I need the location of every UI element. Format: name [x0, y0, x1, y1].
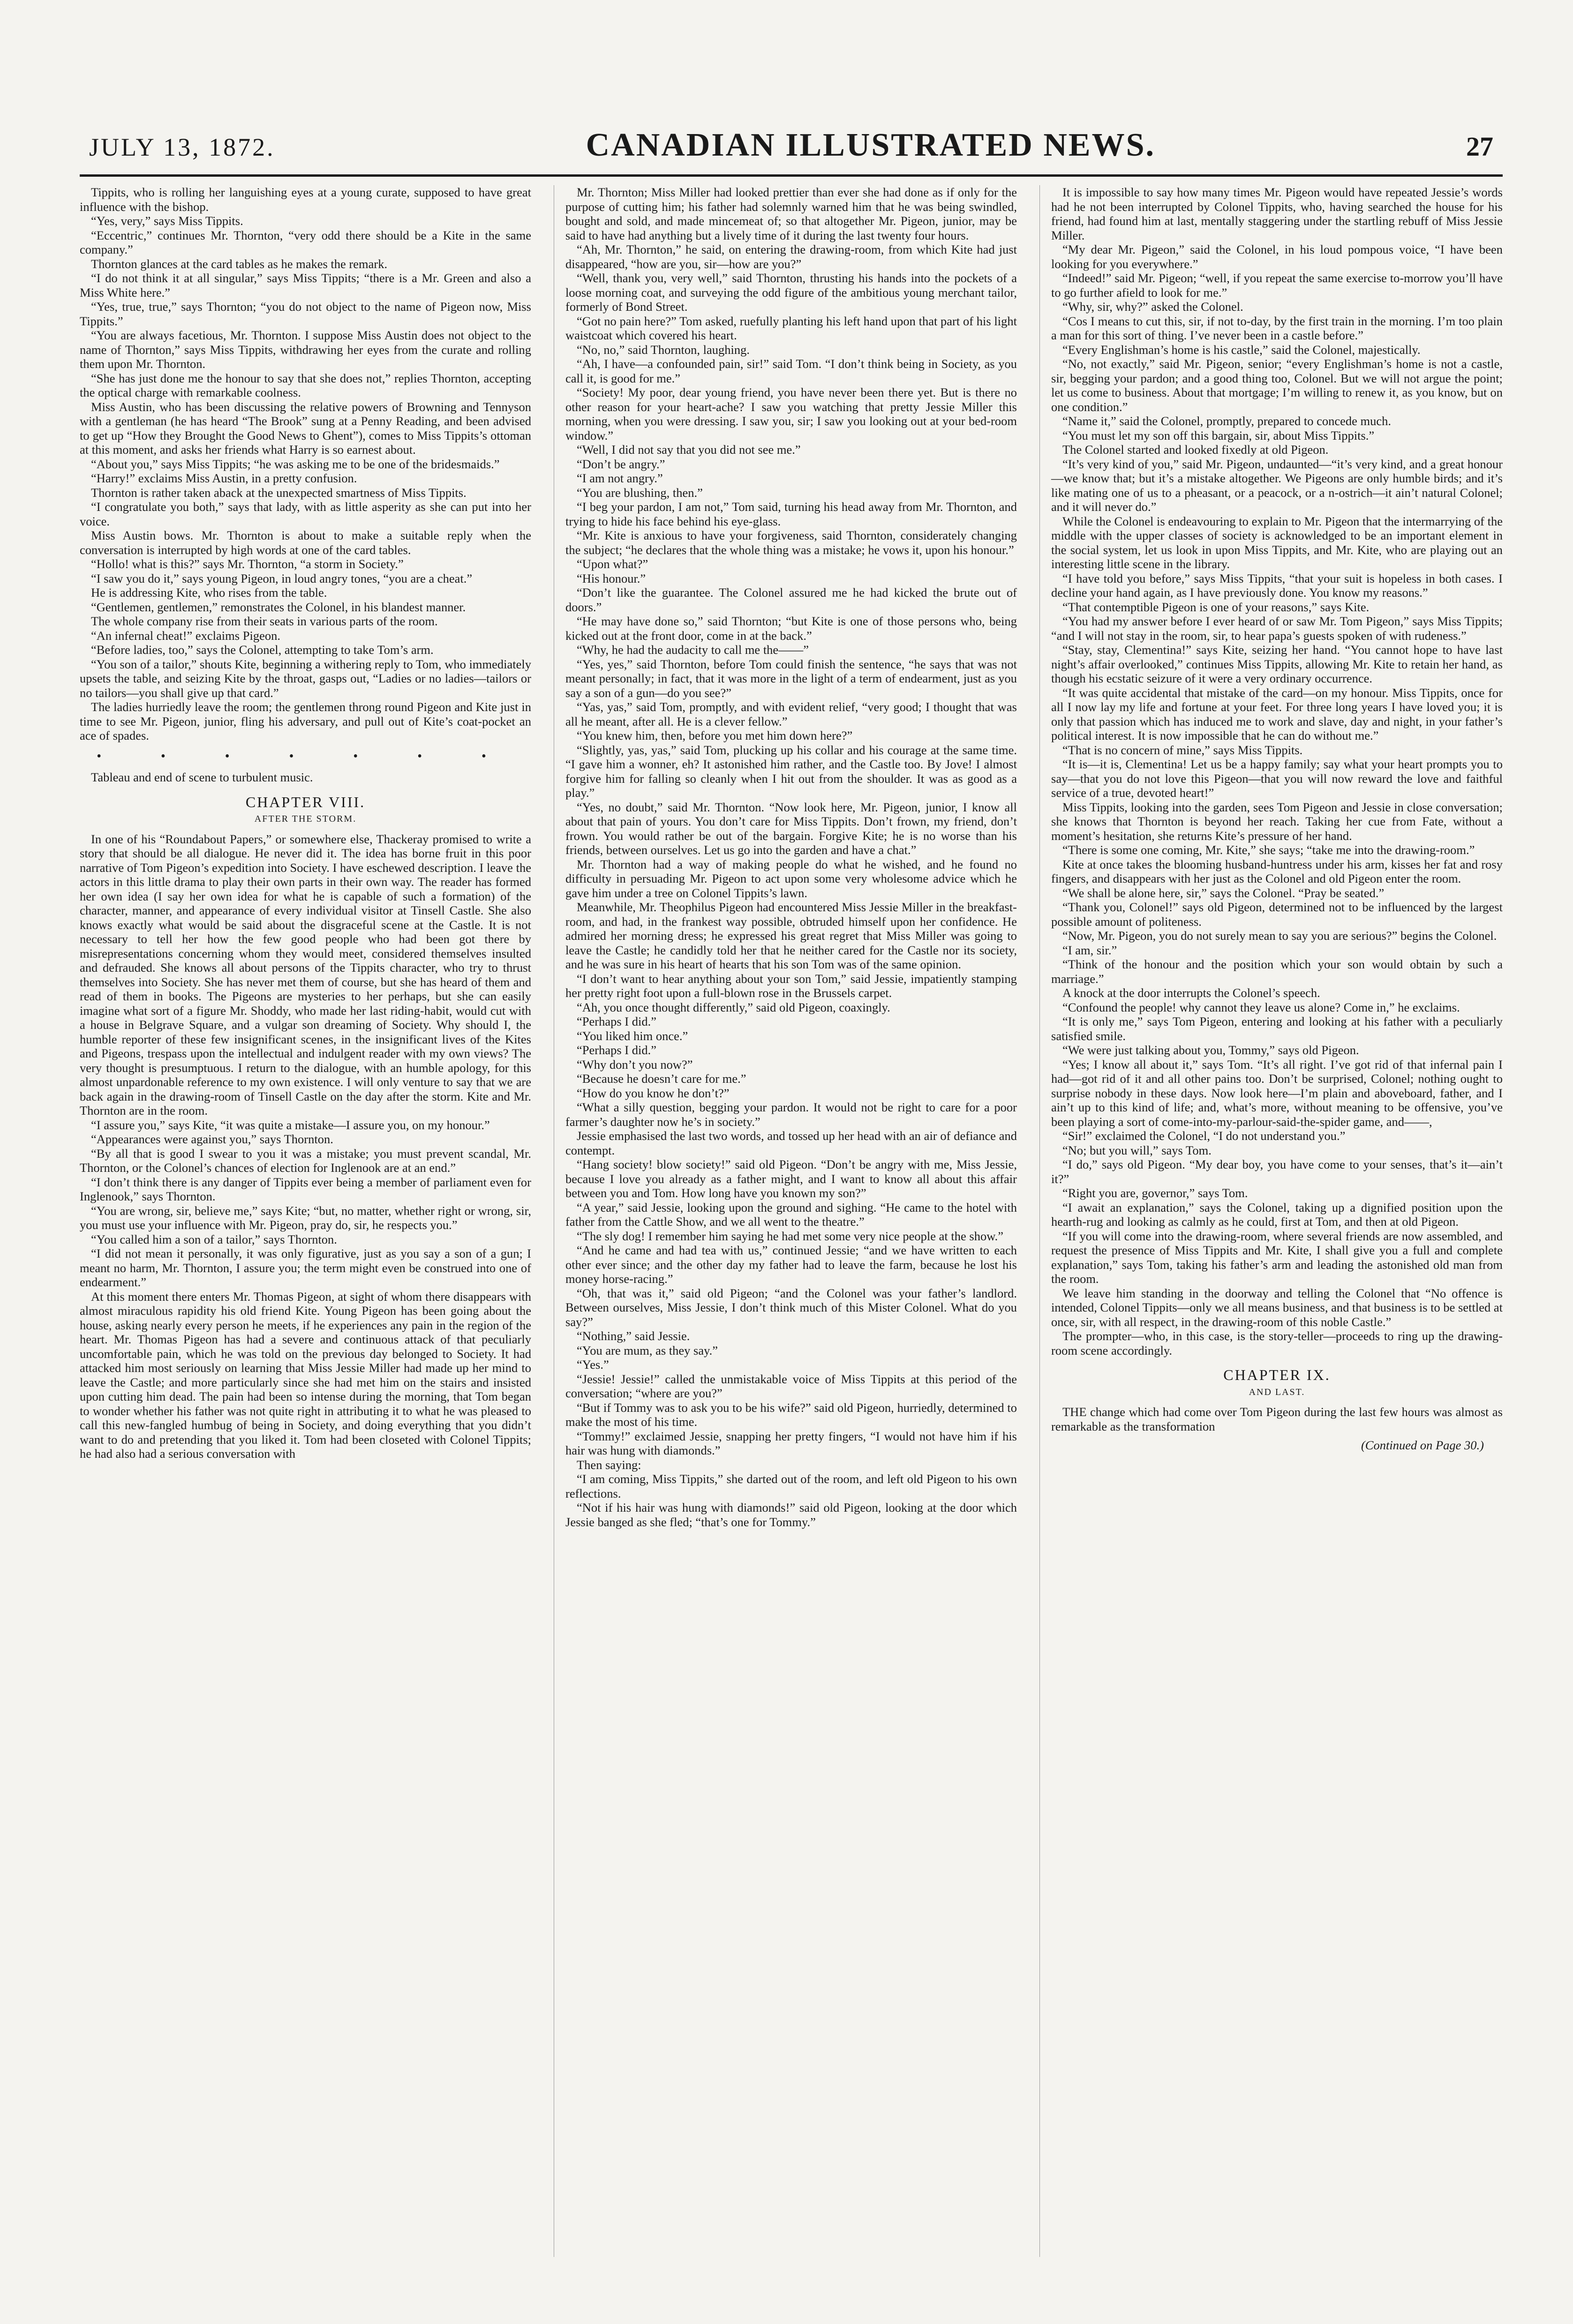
paragraph: “Gentlemen, gentlemen,” remonstrates the Colonel, in his blandest manner. [91, 600, 466, 614]
paragraph: “I do not think it at all singular,” says Miss Tippits; “there is a Mr. Green and also a Miss White here.” [80, 271, 531, 300]
paragraph: “Mr. Kite is anxious to have your forgiveness, said Thornton, considerately changing the subject; “he declares that the whole thing was a mistake; he vows it, upon his honour.” [565, 528, 1017, 557]
paragraph: “Tommy!” exclaimed Jessie, snapping her pretty fingers, “I would not have him if his hair was hung with diamonds.” [565, 1429, 1017, 1457]
paragraph: “It is only me,” says Tom Pigeon, entering and looking at his father with a peculiarly satisfied smile. [1051, 1014, 1503, 1043]
paragraph: Tableau and end of scene to turbulent music. [91, 770, 313, 784]
paragraph: Jessie emphasised the last two words, and tossed up her head with an air of defiance and contempt. [565, 1129, 1017, 1157]
paragraph: “Sir!” exclaimed the Colonel, “I do not understand you.” [1062, 1129, 1346, 1143]
paragraph: “Perhaps I did.” [577, 1043, 656, 1057]
paragraph: “Because he doesn’t care for me.” [577, 1072, 746, 1086]
paragraph: “Confound the people! why cannot they leave us alone? Come in,” he exclaims. [1062, 1000, 1460, 1014]
paragraph: “Yes, very,” says Miss Tippits. [91, 214, 243, 228]
paragraph: Mr. Thornton had a way of making people do what he wished, and he found no difficulty in persuading Mr. Pigeon to act upon some very wholesome advice which he gave him under a tree on Colonel Tippits’s lawn. [565, 857, 1017, 900]
paragraph: “You are blushing, then.” [577, 485, 703, 500]
paragraph: “Right you are, governor,” says Tom. [1062, 1186, 1248, 1200]
paragraph: “I congratulate you both,” says that lady, with as little asperity as she can put into her voice. [80, 500, 531, 528]
paragraph: “My dear Mr. Pigeon,” said the Colonel, in his loud pompous voice, “I have been looking for you everywhere.” [1051, 242, 1503, 271]
paragraph: Tippits, who is rolling her languishing eyes at a young curate, supposed to have great influence with the bishop. [80, 185, 531, 214]
paragraph: “No; but you will,” says Tom. [1062, 1143, 1212, 1157]
paragraph: “Yes.” [577, 1357, 609, 1372]
page-header [80, 127, 1503, 177]
paragraph: “About you,” says Miss Tippits; “he was asking me to be one of the bridesmaids.” [91, 457, 500, 471]
paragraph: “He may have done so,” said Thornton; “but Kite is one of those persons who, being kicked out at the front door, come in at the back.” [565, 614, 1017, 643]
paragraph: Miss Austin bows. Mr. Thornton is about to make a suitable reply when the conversation is interrupted by high words at one of the card tables. [80, 528, 531, 557]
paragraph: “What a silly question, begging your pardon. It would not be right to care for a poor farmer’s daughter now he’s in society.” [565, 1100, 1017, 1129]
paragraph: “You had my answer before I ever heard of or saw Mr. Tom Pigeon,” says Miss Tippits; “and I will not stay in the room, sir, to hear papa’s guests spoken of with rudeness.” [1051, 614, 1503, 643]
paragraph: “We were just talking about you, Tommy,” says old Pigeon. [1062, 1043, 1359, 1057]
paragraph: “You are wrong, sir, believe me,” says Kite; “but, no matter, whether right or wrong, sir, you must use your influence with Mr. Pigeon, pray do, sir, he respects you.” [80, 1203, 531, 1232]
paragraph: “It is—it is, Clementina! Let us be a happy family; say what your heart prompts you to say—that you do not love this Pigeon—that you will now reward the love and faithful service of a true, devoted heart!” [1051, 757, 1503, 800]
paragraph: “And he came and had tea with us,” continued Jessie; “and we have written to each other ever since; and the other day my father had to leave the farm, because he lost his money horse-racing.” [565, 1243, 1017, 1286]
paragraph: We leave him standing in the doorway and telling the Colonel that “No offence is intended, Colonel Tippits—only we all means business, and that business is to be settled at once, sir, with all respect, in the drawing-room of this noble Castle.” [1051, 1286, 1503, 1329]
paragraph: “If you will come into the drawing-room, where several friends are now assembled, and request the presence of Miss Tippits and Mr. Kite, I shall give you a full and complete explanation,” says Tom, taking his father’s arm and leading the astonished old man from the room. [1051, 1229, 1503, 1286]
paragraph: “You liked him once.” [577, 1028, 688, 1043]
paragraph: “Hollo! what is this?” says Mr. Thornton, “a storm in Society.” [91, 557, 404, 571]
paragraph: “Yes, yes,” said Thornton, before Tom could finish the sentence, “he says that was not meant personally; in fact, that it was more in the light of a term of endearment, just as you say a son of a gun—do you see?” [565, 657, 1017, 700]
paragraph: “A year,” said Jessie, looking upon the ground and sighing. “He came to the hotel with father from the Cattle Show, and we all went to the theatre.” [565, 1200, 1017, 1229]
story-text [80, 770, 531, 785]
paragraph: Then saying: [577, 1457, 641, 1472]
section-break: • • • • • • • [97, 749, 514, 764]
paragraph: Thornton glances at the card tables as he makes the remark. [91, 256, 388, 271]
paragraph: He is addressing Kite, who rises from the table. [91, 585, 327, 600]
paragraph: “The sly dog! I remember him saying he had met some very nice people at the show.” [577, 1229, 1004, 1243]
paragraph: Meanwhile, Mr. Theophilus Pigeon had encountered Miss Jessie Miller in the breakfast-room, and had, in the frankest way possible, obtruded himself upon her confidence. He admired her morning dress; he expressed his great regret that Miss Miller was going to leave the Castle; he candidly told her that he neither cared for the Castle nor its society, and he was sure in his heart of hearts that his son Tom was of the same opinion. [565, 900, 1017, 971]
paragraph: Kite at once takes the blooming husband-huntress under his arm, kisses her fat and rosy fingers, and disappears with her just as the Colonel and old Pigeon enter the room. [1051, 857, 1503, 885]
paragraph: “Eccentric,” continues Mr. Thornton, “very odd there should be a Kite in the same company.” [80, 228, 531, 256]
continued-notice: (Continued on Page 30.) [1361, 1438, 1484, 1452]
paragraph: “You son of a tailor,” shouts Kite, beginning a withering reply to Tom, who immediately upsets the table, and seizing Kite by the throat, gasps out, “Ladies or no ladies—tailors or no tailors—you shall give up that card.” [80, 657, 531, 700]
paragraph: “Well, thank you, very well,” said Thornton, thrusting his hands into the pockets of a loose morning coat, and surveying the odd figure of the ambitious young merchant tailor, formerly of Bond Street. [565, 271, 1017, 314]
paragraph: “Now, Mr. Pigeon, you do not surely mean to say you are serious?” begins the Colonel. [1062, 929, 1497, 943]
paragraph: Miss Tippits, looking into the garden, sees Tom Pigeon and Jessie in close conversation; she knows that Thornton is beyond her reach. Taking her cue from Fate, without a moment’s hesitation, she returns Kite’s pressure of her hand. [1051, 800, 1503, 843]
paragraph: Thornton is rather taken aback at the unexpected smartness of Miss Tippits. [91, 485, 467, 500]
paragraph: “His honour.” [577, 571, 646, 585]
paragraph: “Cos I means to cut this, sir, if not to-day, by the first train in the morning. I’m too plain a man for this sort of thing. I’ve never been in a castle before.” [1051, 314, 1503, 342]
paragraph: “Think of the honour and the position which your son would obtain by such a marriage.” [1051, 957, 1503, 986]
paragraph: “Don’t like the guarantee. The Colonel assured me he had kicked the brute out of doors.” [565, 585, 1017, 614]
paragraph: “Before ladies, too,” says the Colonel, attempting to take Tom’s arm. [91, 643, 434, 657]
story-text [565, 185, 1017, 1529]
paragraph: “I did not mean it personally, it was only figurative, just as you say a son of a gun; I meant no harm, Mr. Thornton, I assure you; the term might even be construed into one of endearment.” [80, 1246, 531, 1289]
paragraph: “I do,” says old Pigeon. “My dear boy, you have come to your senses, that’s it—ain’t it?” [1051, 1157, 1503, 1186]
paragraph: “I am coming, Miss Tippits,” she darted out of the room, and left old Pigeon to his own reflections. [565, 1472, 1017, 1500]
chapter-subtitle: AFTER THE STORM. [254, 814, 357, 824]
paragraph: “You knew him, then, before you met him down here?” [577, 728, 853, 742]
paragraph: “Perhaps I did.” [577, 1014, 656, 1028]
paragraph: “Name it,” said the Colonel, promptly, prepared to concede much. [1062, 414, 1392, 428]
paragraph: “Slightly, yas, yas,” said Tom, plucking up his collar and his courage at the same time. “I gave him a wonner, eh? It astonished him rather, and the Castle too. By Jove! I almost forgive him for falling so cleanly when I hit out from the shoulder. It was as good as a play.” [565, 742, 1017, 800]
paragraph: “I am, sir.” [1062, 943, 1117, 957]
paragraph: “Yes; I know all about it,” says Tom. “It’s all right. I’ve got rid of that infernal pain I had—got rid of it and all other pains too. Don’t be surprised, Colonel; nothing ought to surprise nobody in these days. Now look here—I’m plain and aboveboard, father, and I ain’t up to this kind of life; and, what’s more, without meaning to be offensive, you’ve been playing a sort of come-into-my-parlour-said-the-spider game, and——, [1051, 1057, 1503, 1129]
paragraph: “Not if his hair was hung with diamonds!” said old Pigeon, looking at the door which Jessie banged as she fled; “that’s one for Tommy.” [565, 1500, 1017, 1529]
paragraph: “Yes, no doubt,” said Mr. Thornton. “Now look here, Mr. Pigeon, junior, I know all about that pain of yours. You don’t care for Miss Tippits. Don’t frown, my friend, don’t frown. You would rather be out of the bargain. Forgive Kite; he is no worse than his friends, between ourselves. Let us go into the garden and have a chat.” [565, 800, 1017, 857]
paragraph: The prompter—who, in this case, is the story-teller—proceeds to ring up the drawing-room scene accordingly. [1051, 1329, 1503, 1357]
paragraph: “No, not exactly,” said Mr. Pigeon, senior; “every Englishman’s home is not a castle, sir, begging your pardon; and a good thing too, Colonel. But we will not argue the point; let us come to business. About that mortgage; I’m willing to renew it, as you know, but on one condition.” [1051, 357, 1503, 414]
paragraph: “Appearances were against you,” says Thornton. [91, 1132, 333, 1146]
page-number: 27 [1466, 131, 1493, 162]
paragraph: “Yes, true, true,” says Thornton; “you do not object to the name of Pigeon now, Miss Tippits.” [80, 300, 531, 328]
paragraph: At this moment there enters Mr. Thomas Pigeon, at sight of whom there disappears with almost miraculous rapidity his old friend Kite. Young Pigeon has been going about the house, asking nearly every person he meets, if he experiences any pain in the region of the heart. Mr. Thomas Pigeon has had a severe and continuous attack of that peculiarly uncomfortable pain, which he was told on the previous day belonged to Society. It had attacked him most seriously on learning that Miss Jessie Miller had made up her mind to leave the Castle; and more particularly since she had met him on the stairs and insisted upon cutting him dead. The pain had been so intense during the morning, that Tom began to wonder whether his father was not quite right in attributing it to what he was pleased to call this new-fangled humbug of being in Society, and doing everything that you didn’t want to do and pretending that you liked it. Tom had been closeted with Colonel Tippits; he had also had a serious conversation with [80, 1289, 531, 1461]
paragraph: “Got no pain here?” Tom asked, ruefully planting his left hand upon that part of his light waistcoat which covered his heart. [565, 314, 1017, 342]
paragraph: “Thank you, Colonel!” says old Pigeon, determined not to be influenced by the largest possible amount of politeness. [1051, 900, 1503, 929]
paragraph: “I assure you,” says Kite, “it was quite a mistake—I assure you, on my honour.” [91, 1117, 490, 1132]
paragraph: “You are always facetious, Mr. Thornton. I suppose Miss Austin does not object to the name of Thornton,” says Miss Tippits, withdrawing her eyes from the curate and rolling them upon Mr. Thornton. [80, 328, 531, 371]
paragraph: “I am not angry.” [577, 471, 663, 485]
paragraph: “I await an explanation,” says the Colonel, taking up a dignified position upon the hearth-rug and looking as calmly as he could, first at Tom, and then at old Pigeon. [1051, 1200, 1503, 1229]
masthead-title: CANADIAN ILLUSTRATED NEWS. [586, 127, 1155, 163]
paragraph: “Jessie! Jessie!” called the unmistakable voice of Miss Tippits at this period of the conversation; “where are you?” [565, 1372, 1017, 1400]
column-1 [80, 185, 531, 2257]
paragraph: “I don’t want to hear anything about your son Tom,” said Jessie, impatiently stamping her pretty right foot upon a full-blown rose in the Brussels carpet. [565, 971, 1017, 1000]
paragraph: “Oh, that was it,” said old Pigeon; “and the Colonel was your father’s landlord. Between ourselves, Miss Jessie, I don’t think much of this Mister Colonel. What do you say?” [565, 1286, 1017, 1329]
paragraph: “I saw you do it,” says young Pigeon, in loud angry tones, “you are a cheat.” [91, 571, 473, 585]
paragraph: Miss Austin, who has been discussing the relative powers of Browning and Tennyson with a gentleman (he has heard “The Brook” sung at a Penny Reading, and been advised to get up “How they Brought the Good News to Ghent”), comes to Miss Tippits’s ottoman at this moment, and asks her friends what Harry is so earnest about. [80, 399, 531, 457]
paragraph: “Ah, you once thought differently,” said old Pigeon, coaxingly. [577, 1000, 890, 1014]
paragraph: “She has just done me the honour to say that she does not,” replies Thornton, accepting the optical charge with remarkable coolness. [80, 371, 531, 399]
chapter-heading: CHAPTER VIII. [245, 793, 366, 810]
paragraph: “Stay, stay, Clementina!” says Kite, seizing her hand. “You cannot hope to have last night’s affair overlooked,” continues Miss Tippits, allowing Mr. Kite to retain her hand, as though his ecstatic seizure of it were a very ordinary occurrence. [1051, 643, 1503, 685]
paragraph: “I have told you before,” says Miss Tippits, “that your suit is hopeless in both cases. I decline your hand again, as I have previously done. You know my reasons.” [1051, 571, 1503, 600]
issue-date: JULY 13, 1872. [89, 133, 275, 161]
paragraph: “You must let my son off this bargain, sir, about Miss Tippits.” [1062, 428, 1375, 442]
paragraph: “Yas, yas,” said Tom, promptly, and with evident relief, “very good; I thought that was all he meant, after all. He is a clever fellow.” [565, 700, 1017, 728]
paragraph: While the Colonel is endeavouring to explain to Mr. Pigeon that the intermarrying of the middle with the upper classes of society is acknowledged to be an important element in the social system, let us look in upon Miss Tippits, and Mr. Kite, who are playing out an interesting little scene in the library. [1051, 514, 1503, 571]
paragraph: A knock at the door interrupts the Colonel’s speech. [1062, 986, 1320, 1000]
paragraph: “I don’t think there is any danger of Tippits ever being a member of parliament even for Inglenook,” says Thornton. [80, 1175, 531, 1203]
paragraph: “Why, he had the audacity to call me the——” [577, 643, 809, 657]
paragraph: “Don’t be angry.” [577, 457, 665, 471]
paragraph: “You are mum, as they say.” [577, 1343, 718, 1357]
paragraph: It is impossible to say how many times Mr. Pigeon would have repeated Jessie’s words had he not been interrupted by Colonel Tippits, who, having searched the house for his friend, had found him at last, mentally staggering under the startling rebuff of Miss Jessie Miller. [1051, 185, 1503, 242]
paragraph: The Colonel started and looked fixedly at old Pigeon. [1062, 442, 1329, 457]
paragraph: “Upon what?” [577, 557, 648, 571]
paragraph: “That contemptible Pigeon is one of your reasons,” says Kite. [1062, 600, 1370, 614]
paragraph: “Harry!” exclaims Miss Austin, in a pretty confusion. [91, 471, 357, 485]
paragraph: “By all that is good I swear to you it was a mistake; you must prevent scandal, Mr. Thornton, or the Colonel’s chances of election for Inglenook are at an end.” [80, 1146, 531, 1175]
paragraph: “Why don’t you now?” [577, 1057, 693, 1072]
paragraph: “Nothing,” said Jessie. [577, 1329, 690, 1343]
paragraph: “That is no concern of mine,” says Miss Tippits. [1062, 742, 1303, 757]
paragraph: “No, no,” said Thornton, laughing. [577, 342, 750, 357]
paragraph: “Indeed!” said Mr. Pigeon; “well, if you repeat the same exercise to-morrow you’ll have to go further afield to look for me.” [1051, 271, 1503, 300]
column-2 [554, 185, 1017, 2257]
column-3 [1039, 185, 1503, 2257]
paragraph: “There is some one coming, Mr. Kite,” she says; “take me into the drawing-room.” [1062, 843, 1475, 857]
paragraph: “You called him a son of a tailor,” says Thornton. [91, 1232, 337, 1246]
paragraph: The whole company rise from their seats in various parts of the room. [91, 614, 438, 628]
chapter-heading: CHAPTER IX. [1223, 1366, 1331, 1383]
paragraph: “Why, sir, why?” asked the Colonel. [1062, 300, 1243, 314]
paragraph: “Well, I did not say that you did not see me.” [577, 442, 801, 457]
paragraph: The ladies hurriedly leave the room; the gentlemen throng round Pigeon and Kite just in time to see Mr. Pigeon, junior, fling his adversary, and pull out of Kite’s coat-pocket an ace of spades. [80, 700, 531, 742]
text-columns [80, 185, 1503, 2257]
story-text [80, 185, 531, 743]
paragraph: “How do you know he don’t?” [577, 1086, 730, 1100]
chapter-subtitle: AND LAST. [1249, 1387, 1305, 1397]
story-text [1051, 185, 1503, 1357]
paragraph: “But if Tommy was to ask you to be his wife?” said old Pigeon, hurriedly, determined to make the most of his time. [565, 1400, 1017, 1429]
story-text [1051, 1405, 1503, 1433]
paragraph: “Every Englishman’s home is his castle,” said the Colonel, majestically. [1062, 342, 1421, 357]
paragraph: “I beg your pardon, I am not,” Tom said, turning his head away from Mr. Thornton, and trying to hide his face behind his eye-glass. [565, 500, 1017, 528]
paragraph: “Society! My poor, dear young friend, you have never been there yet. But is there no other reason for your heart-ache? I saw you watching that pretty Jessie Miller this morning, when you were dressing. I saw you, sir; I saw you looking out at your bed-room window.” [565, 385, 1017, 442]
paragraph: In one of his “Roundabout Papers,” or somewhere else, Thackeray promised to write a story that should be all dialogue. He never did it. The idea has borne fruit in this poor narrative of Tom Pigeon’s expedition into Society. I have eschewed description. I leave the actors in this little drama to play their own parts in their own way. The reader has formed her own idea (I say her own idea for what he is capable of such a formation) of the character, manner, and appearance of every individual visitor at Tinsell Castle. She also knows exactly what would be said about the disgraceful scene at the Castle. It is not necessary to tell her how the few good people who had been got there by misrepresentations concerning whom they would meet, considered themselves insulted and defrauded. She knows all about persons of the Tippits character, who try to thrust themselves into Society. She has never met them of course, but she has heard of them and read of them in books. The Pigeons are mysteries to her perhaps, but she can easily imagine what sort of a figure Mr. Shoddy, who made her last riding-habit, would cut with a house in Belgrave Square, and a vulgar son dreaming of Society. Why should I, the humble reporter of these few insignificant scenes, in the insignificant lives of the Kites and Pigeons, trespass upon the intellectual and indulgent reader with my own views? The very thought is presumptuous. I return to the dialogue, with an humble apology, for this almost unpardonable reference to my own existence. I will only venture to say that we are back again in the drawing-room of Tinsell Castle on the day after the storm. Kite and Mr. Thornton are in the room. [80, 832, 531, 1117]
paragraph: THE change which had come over Tom Pigeon during the last few hours was almost as remarkable as the transformation [1051, 1405, 1503, 1433]
paragraph: “Ah, Mr. Thornton,” he said, on entering the drawing-room, from which Kite had just disappeared, “how are you, sir—how are you?” [565, 242, 1017, 271]
paragraph: “It’s very kind of you,” said Mr. Pigeon, undaunted—“it’s very kind, and a great honour—we know that; but it’s a mistake altogether. We Pigeons are only humble birds; and it’s like mating one of us to a pheasant, or a peacock, or a n-ostrich—it ain’t natural Colonel; and it will never do.” [1051, 457, 1503, 514]
paragraph: Mr. Thornton; Miss Miller had looked prettier than ever she had done as if only for the purpose of cutting him; his father had solemnly warned him that he was being swindled, bought and sold, and made mincemeat of; so that altogether Mr. Pigeon, junior, may be said to have had anything but a lively time of it during the last twenty four hours. [565, 185, 1017, 242]
paragraph: “Hang society! blow society!” said old Pigeon. “Don’t be angry with me, Miss Jessie, because I love you already as a father might, and I want to know all about this affair between you and Tom. How long have you known my son?” [565, 1157, 1017, 1200]
story-text [80, 832, 531, 1461]
paragraph: “It was quite accidental that mistake of the card—on my honour. Miss Tippits, once for all I now lay my life and fortune at your feet. For three long years I have loved you; it is only that passion which has induced me to work and slave, day and night, in your father’s political interest. It is now impossible that he can do without me.” [1051, 685, 1503, 742]
paragraph: “We shall be alone here, sir,” says the Colonel. “Pray be seated.” [1062, 885, 1385, 900]
paragraph: “Ah, I have—a confounded pain, sir!” said Tom. “I don’t think being in Society, as you call it, is good for me.” [565, 357, 1017, 385]
paragraph: “An infernal cheat!” exclaims Pigeon. [91, 628, 280, 643]
